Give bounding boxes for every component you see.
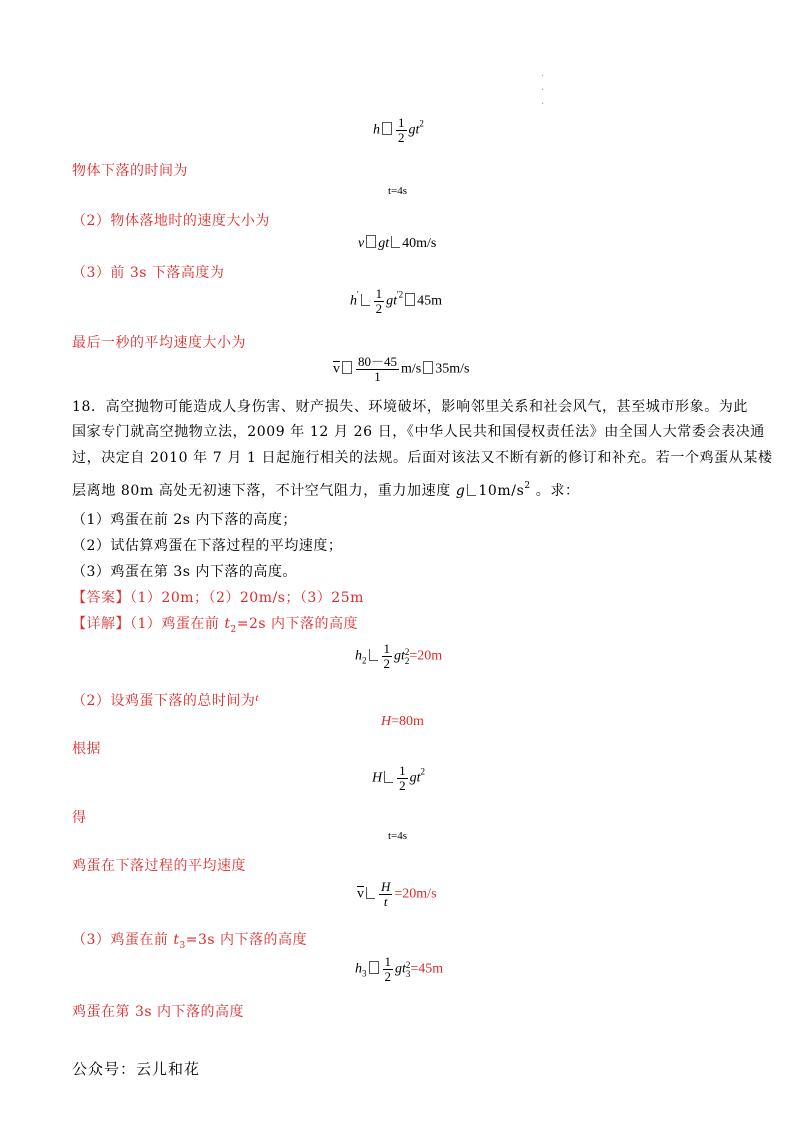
dot: ·	[541, 85, 545, 96]
p3-label	[72, 929, 307, 951]
footer-account: 公众号：云儿和花	[72, 1060, 201, 1078]
g-value: 10m/s	[478, 483, 525, 499]
according-label: 根据	[72, 741, 101, 757]
equation-h2	[355, 642, 442, 671]
answer-tag: 【答案】	[72, 590, 130, 606]
missing-glyph	[423, 361, 433, 374]
denominator: 2	[384, 969, 391, 984]
t-symbol: t	[173, 932, 180, 948]
eq-result: =20m/s	[394, 886, 437, 902]
detail-tag: 【详解】	[72, 616, 130, 632]
eq-result: =20m	[409, 648, 443, 664]
detail-line	[72, 613, 358, 635]
missing-glyph	[391, 236, 400, 248]
unit: m/s	[401, 361, 422, 377]
missing-glyph	[369, 961, 379, 974]
text: （3）鸡蛋在前	[72, 932, 174, 948]
eq-lhs: h	[355, 648, 362, 664]
denominator: 2	[375, 301, 383, 316]
exponent: 2	[404, 646, 410, 657]
eq-lhs: h	[350, 293, 357, 309]
q18-line-2: 国家专门就高空抛物立法，2009 年 12 月 26 日，《中华人民共和国侵权责任法》由全国人大常委会表决通	[72, 424, 765, 440]
equation-avg-velocity	[357, 880, 437, 909]
v-bar: $\overline{v}$	[333, 361, 340, 377]
velocity-label: （2）物体落地时的速度大小为	[72, 213, 270, 229]
exponent: 2	[420, 766, 426, 777]
avg-velocity-label: 鸡蛋在下落过程的平均速度	[72, 858, 246, 874]
q18-sub-3: （3）鸡蛋在第 3s 内下落的高度。	[72, 564, 297, 580]
H-value	[381, 714, 424, 730]
eq-lhs: v	[358, 236, 365, 251]
missing-glyph	[366, 235, 376, 248]
numerator: 1	[375, 286, 383, 301]
eq-rhs: gt	[409, 770, 421, 786]
eq-lhs: h	[355, 961, 362, 977]
dot: ·	[541, 71, 545, 82]
missing-glyph	[366, 887, 375, 899]
missing-glyph	[384, 771, 393, 783]
v-bar: $\overline{v}$	[357, 886, 364, 902]
q18-line-3: 过，决定自 2010 年 7 月 1 日起施行相关的法规。后面对该法又不断有新的修订和补充。若一个鸡蛋从某楼	[72, 450, 773, 466]
q18-line-1: 18．高空抛物可能造成人身伤害、财产损失、环境破坏，影响邻里关系和社会风气，甚至城市形象。为此	[72, 399, 749, 415]
equation-h3	[355, 955, 443, 984]
eq-rhs: gt	[395, 961, 406, 977]
answer-text: （1）20m；（2）20m/s；（3）25m	[130, 590, 364, 606]
exponent: '2	[397, 289, 404, 300]
text: （1）鸡蛋在前	[130, 616, 225, 632]
missing-glyph	[342, 361, 352, 374]
last-second-label: 最后一秒的平均速度大小为	[72, 335, 246, 351]
answer-line	[72, 587, 364, 607]
numerator: 1	[398, 115, 405, 130]
third-second-label: 鸡蛋在第 3s 内下落的高度	[72, 1004, 244, 1020]
text: 层离地 80m 高处无初速下落，不计空气阻力，重力加速度	[72, 483, 456, 499]
subscript: 2	[230, 625, 237, 635]
subscript: 3	[179, 941, 186, 951]
exponent: 2	[524, 481, 531, 491]
q18-sub-1: （1）鸡蛋在前 2s 内下落的高度；	[72, 512, 297, 528]
eq-rhs: 40m/s	[402, 236, 437, 251]
denominator: 2	[383, 656, 390, 671]
prime: '	[357, 289, 359, 300]
numerator: 80－45	[358, 354, 398, 369]
eq-rhs: gt	[386, 293, 398, 309]
q18-sub-2: （2）试估算鸡蛋在下落过程的平均速度；	[72, 538, 343, 554]
subscript: 3	[405, 968, 411, 979]
fraction	[396, 116, 407, 145]
missing-glyph	[382, 122, 392, 135]
dot: ·	[541, 99, 545, 110]
text: （2）设鸡蛋下落的总时间为	[72, 693, 256, 709]
denominator: t	[379, 894, 392, 909]
corner-dots	[541, 70, 544, 112]
eq-rhs: gt	[408, 122, 420, 138]
fraction	[397, 764, 408, 793]
equation-H-half-gt2	[372, 764, 425, 793]
text: 。求：	[530, 483, 580, 499]
equation-avg-last-second	[333, 355, 469, 384]
t-symbol: t	[255, 692, 259, 704]
text: =2s 内下落的高度	[236, 616, 359, 632]
numerator: 1	[384, 954, 391, 969]
subscript: 2	[362, 655, 367, 666]
eq-mid: gt	[378, 236, 390, 251]
missing-glyph	[369, 649, 378, 661]
text: =3s 内下落的高度	[185, 932, 308, 948]
eq-lhs: h	[373, 122, 380, 138]
H-symbol: H	[381, 714, 392, 729]
denominator: 2	[399, 778, 406, 793]
denominator: 2	[398, 130, 405, 145]
t-symbol: t	[224, 616, 231, 632]
get-label: 得	[72, 810, 87, 826]
eq-result: 35m/s	[435, 361, 470, 377]
missing-glyph	[361, 294, 370, 306]
fraction	[356, 355, 399, 384]
exponent: 2	[419, 118, 424, 129]
eq-result: 45m	[417, 293, 443, 309]
H-rest: =80m	[391, 714, 424, 729]
eq-lhs: H	[372, 770, 383, 786]
numerator: 1	[383, 641, 390, 656]
t-value: t=4s	[388, 830, 408, 842]
numerator: 1	[399, 763, 406, 778]
p2-label	[72, 690, 259, 710]
fraction	[374, 287, 385, 316]
eq-result: =45m	[410, 961, 444, 977]
fraction	[379, 880, 392, 909]
fraction	[382, 642, 393, 671]
time-label: 物体下落的时间为	[72, 163, 188, 179]
missing-glyph	[405, 293, 415, 306]
time-value: t=4s	[388, 185, 408, 197]
exponent: 2	[405, 959, 411, 970]
equation-v-gt	[358, 235, 436, 252]
g-symbol: g	[455, 483, 466, 499]
eq-rhs: gt	[394, 648, 405, 664]
subscript: 2	[404, 655, 410, 666]
q18-line-4	[72, 474, 580, 504]
fraction	[383, 955, 394, 984]
subscript: 3	[362, 968, 367, 979]
denominator: 1	[356, 369, 399, 384]
numerator: H	[381, 879, 391, 894]
missing-glyph	[467, 484, 476, 496]
equation-h-3s	[350, 287, 442, 316]
height-3s-label: （3）前 3s 下落高度为	[72, 265, 225, 281]
equation-h-half-gt2	[373, 116, 424, 145]
